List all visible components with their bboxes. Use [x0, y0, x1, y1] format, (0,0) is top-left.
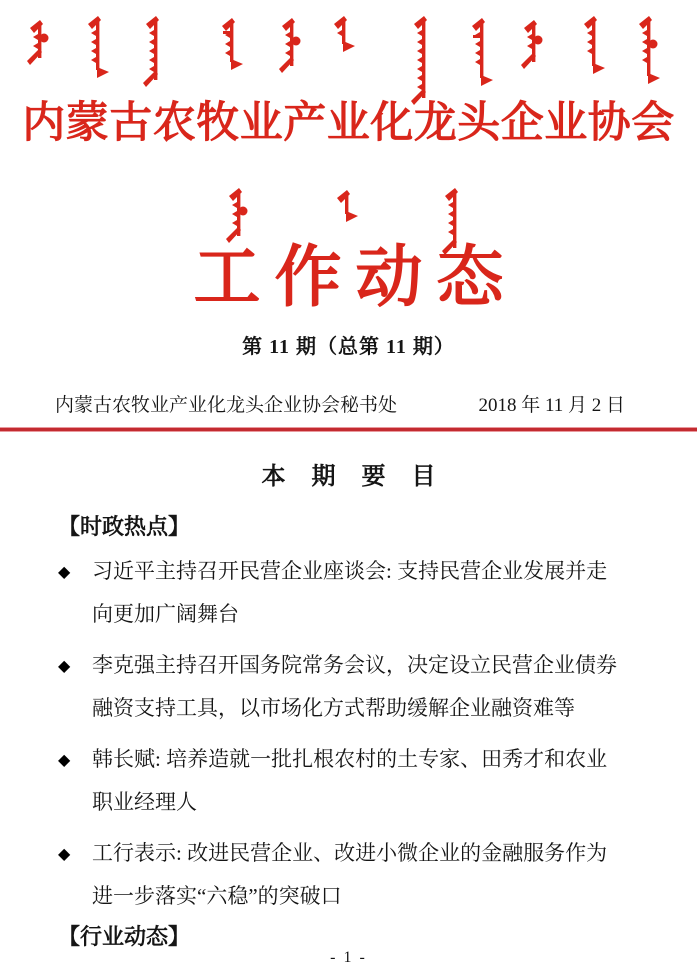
toc-item-line: 李克强主持召开国务院常务会议，决定设立民营企业债券	[92, 653, 617, 677]
diamond-bullet-icon: ◆	[58, 656, 71, 675]
diamond-bullet-icon: ◆	[58, 844, 71, 863]
publisher-row	[55, 390, 625, 417]
toc-item-line: 职业经理人	[92, 790, 197, 814]
toc-section	[0, 462, 697, 952]
toc-item-line: 工行表示: 改进民营企业、改进小微企业的金融服务作为	[92, 841, 608, 865]
section-title-industry: 【行业动态】	[58, 924, 191, 949]
issue-number: 第 11 期（总第 11 期）	[242, 336, 455, 358]
section-title-politics: 【时政热点】	[58, 514, 191, 539]
org-name-title: 内蒙古农牧业产业化龙头企业协会	[22, 100, 675, 147]
publisher-name: 内蒙古农牧业产业化龙头企业协会秘书处	[55, 395, 398, 416]
publish-date: 2018 年 11 月 2 日	[478, 395, 625, 416]
toc-item-line: 向更加广阔舞台	[92, 602, 239, 626]
toc-heading: 本 期 要 目	[261, 464, 446, 490]
diamond-bullet-icon: ◆	[58, 562, 71, 581]
diamond-bullet-icon: ◆	[58, 750, 71, 769]
page-number: - 1 -	[330, 949, 367, 966]
toc-item-line: 韩长赋: 培养造就一批扎根农村的土专家、田秀才和农业	[92, 747, 608, 771]
toc-item	[58, 832, 639, 918]
toc-item	[58, 550, 639, 636]
bulletin-title: 工作动态	[193, 241, 518, 315]
toc-item-line: 融资支持工具，以市场化方式帮助缓解企业融资难等	[92, 696, 575, 720]
toc-item-line: 习近平主持召开民营企业座谈会: 支持民营企业发展并走	[92, 559, 608, 583]
toc-item-line: 进一步落实“六稳”的突破口	[92, 884, 342, 908]
divider-rule	[0, 428, 697, 431]
toc-item	[58, 644, 639, 730]
toc-item	[58, 738, 639, 824]
